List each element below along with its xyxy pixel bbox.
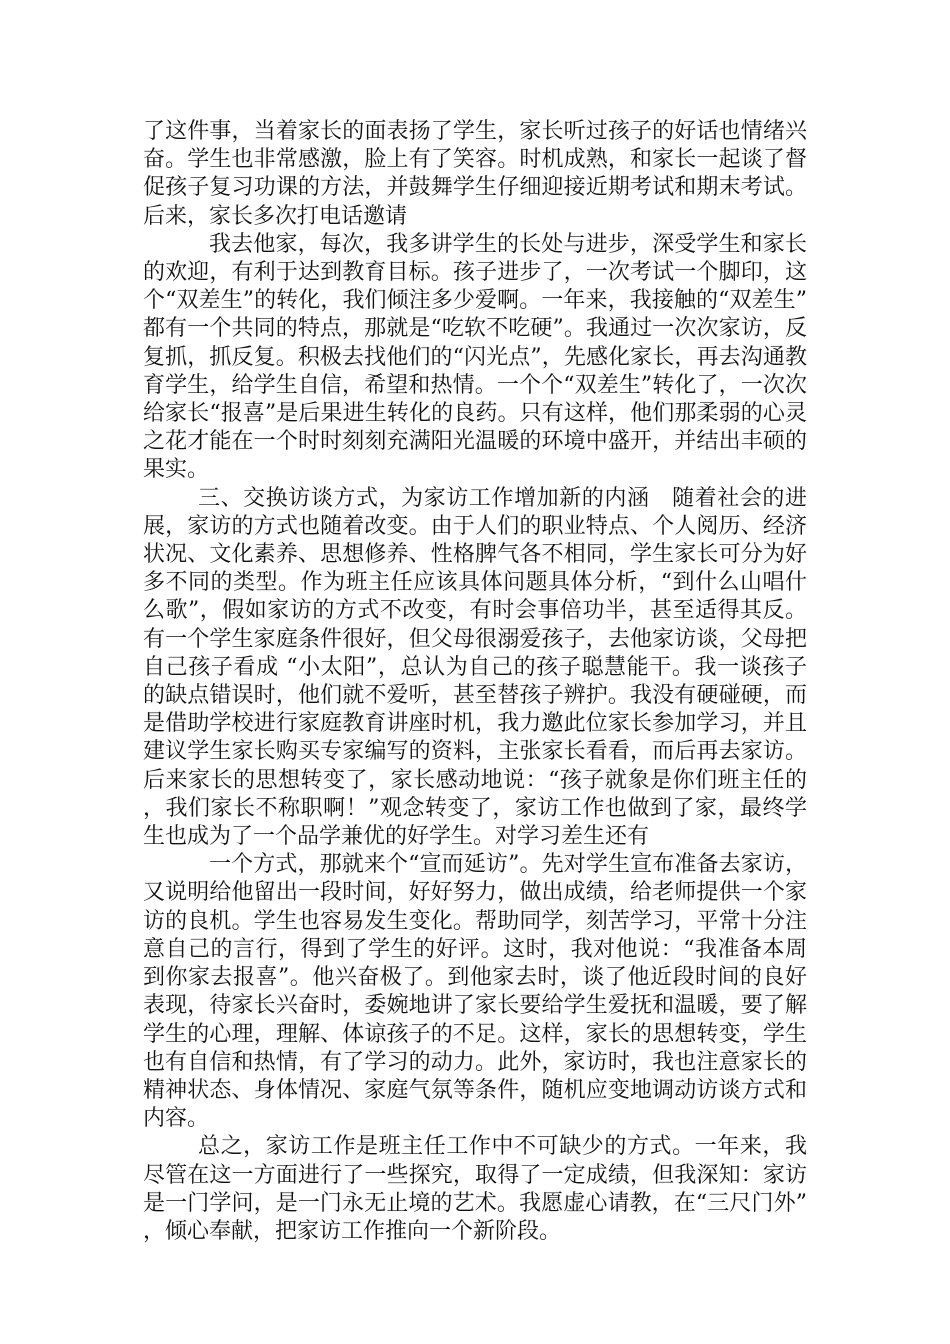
paragraph-home-visit-praise: 我去他家，每次，我多讲学生的长处与进步，深受学生和家长的欢迎，有利于达到教育目标。孩子进步了，一次考试一个脚印，这个“双差生”的转化，我们倾注多少爱啊。一年来，我接触的“双差生”都有一个共同的特点，那就是“吃软不吃硬”。我通过一次次家访，反复抓，抓反复。积极去找他们的“闪光点”，先感化家长，再去沟通教育学生，给学生自信，希望和热情。一个个“双差生”转化了，一次次给家长“报喜”是后果进生转化的良药。只有这样，他们那柔弱的心灵之花才能在一个时时刻刻充满阳光温暖的环境中盛开，并结出丰硕的果实。 — [143, 231, 807, 483]
paragraph-conclusion: 总之，家访工作是班主任工作中不可缺少的方式。一年来，我尽管在这一方面进行了一些探究，取得了一定成绩，但我深知：家访是一门学问，是一门永无止境的艺术。我愿虚心请教，在“三尺门外”，倾心奉献，把家访工作推向一个新阶段。 — [143, 1134, 807, 1244]
paragraph-continuation: 了这件事，当着家长的面表扬了学生，家长听过孩子的好话也情绪兴奋。学生也非常感激，脸上有了笑容。时机成熟，和家长一起谈了督促孩子复习功课的方法，并鼓舞学生仔细迎接近期考试和期末考试。后来，家长多次打电话邀请 — [143, 119, 807, 229]
paragraph-section-three: 三、交换访谈方式，为家访工作增加新的内涵 随着社会的进展，家访的方式也随着改变。由于人们的职业特点、个人阅历、经济状况、文化素养、思想修养、性格脾气各不相同，学生家长可分为好多不同的类型。作为班主任应该具体问题具体分析，“到什么山唱什么歌”，假如家访的方式不改变，有时会事倍功半，甚至适得其反。有一个学生家庭条件很好，但父母很溺爱孩子，去他家访谈，父母把自己孩子看成 “小太阳”，总认为自己的孩子聪慧能干。我一谈孩子的缺点错误时，他们就不爱听，甚至替孩子辨护。我没有硬碰硬，而是借助学校进行家庭教育讲座时机，我力邀此位家长参加学习，并且建议学生家长购买专家编写的资料，主张家长看看，而后再去家访。后来家长的思想转变了，家长感动地说：“孩子就象是你们班主任的，我们家长不称职啊！”观念转变了，家访工作也做到了家，最终学生也成为了一个品学兼优的好学生。对学习差生还有 — [143, 485, 807, 850]
document-page — [143, 118, 807, 1246]
paragraph-announce-visit: 一个方式，那就来个“宣而延访”。先对学生宣布准备去家访，又说明给他留出一段时间，好好努力，做出成绩，给老师提供一个家访的良机。学生也容易发生变化。帮助同学，刻苦学习，平常十分注意自己的言行，得到了学生的好评。这时，我对他说：“我准备本周到你家去报喜”。他兴奋极了。到他家去时，谈了他近段时间的良好表现，待家长兴奋时，委婉地讲了家长要给学生爱抚和温暖，要了解学生的心理，理解、体谅孩子的不足。这样，家长的思想转变，学生也有自信和热情，有了学习的动力。此外，家访时，我也注意家长的精神状态、身体情况、家庭气氛等条件，随机应变地调动访谈方式和内容。 — [143, 852, 807, 1132]
